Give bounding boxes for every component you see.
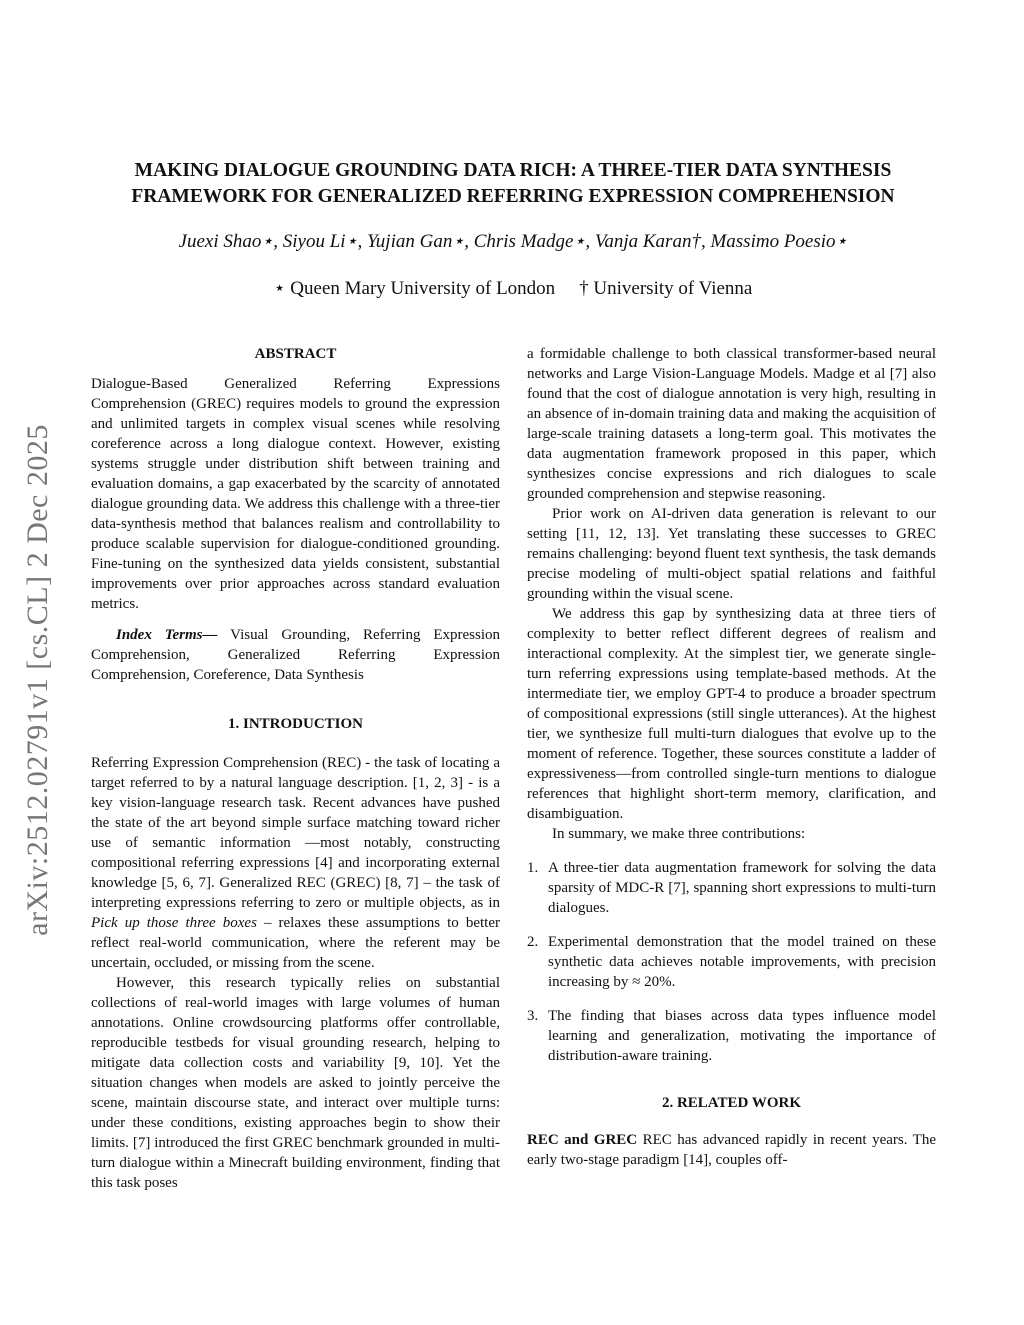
paper-title: [90, 158, 936, 210]
contribution-number: 1.: [527, 860, 539, 876]
related-work-paragraph: [527, 1130, 936, 1170]
right-column: [527, 344, 936, 1170]
arxiv-sidebar: [8, 380, 68, 980]
index-terms-text: Visual Grounding, Referring Expression Comprehension, Generalized Referring Expression Comprehension, Coreference, Data Synthesis: [91, 627, 500, 683]
contribution-text: A three-tier data augmentation framework for solving the data sparsity of MDC-R [7], spanning short expressions to multi-turn dialogues.: [548, 860, 936, 916]
introduction-heading: 1. INTRODUCTION: [227, 716, 363, 732]
intro-p1-example: Pick up those three boxes: [91, 915, 257, 931]
intro-paragraph-4: Prior work on AI-driven data generation is relevant to our setting [11, 12, 13]. Yet translating these successes to GREC remains challenging: beyond fluent text synthesis, the task demands precise modeling of multi-object spatial relations and faithful grounding within the visual scene.: [527, 506, 936, 602]
title-line-1: MAKING DIALOGUE GROUNDING DATA RICH: A THREE-TIER DATA SYNTHESIS: [134, 160, 892, 181]
arxiv-identifier: arXiv:2512.02791v1 [cs.CL] 2 Dec 2025: [21, 424, 54, 936]
contributions-list: [527, 858, 936, 1066]
contribution-item: [527, 858, 936, 918]
abstract-heading: ABSTRACT: [254, 346, 337, 362]
affiliations: [90, 277, 936, 300]
title-line-2: FRAMEWORK FOR GENERALIZED REFERRING EXPRESSION COMPREHENSION: [131, 186, 895, 207]
contribution-number: 2.: [527, 934, 539, 950]
index-terms: [91, 625, 500, 685]
intro-paragraph-2: However, this research typically relies on substantial collections of real-world images with large volumes of human annotations. Online crowdsourcing platforms offer controllable, reproducible testbeds for visual grounding research, helping to mitigate data collection costs and variability [9, 10]. Yet the situation changes when models are asked to jointly perceive the scene, maintain discourse state, and interact over multiple turns: under these conditions, existing approaches begin to show their limits. [7] introduced the first GREC benchmark grounded in multi-turn dialogue within a Minecraft building environment, finding that this task poses: [91, 975, 500, 1191]
intro-paragraph-1: [91, 753, 500, 973]
intro-p1-text-a: Referring Expression Comprehension (REC) - the task of locating a target referred to by a natural language description. [1, 2, 3] - is a key vision-language research task. Recent advances have pushed the state of the art beyond simple surface matching toward richer use of semantic information —most notably, constructing compositional referring expressions [4] and incorporating external knowledge [5, 6, 7]. Generalized REC (GREC) [8, 7] – the task of interpreting expressions referring to zero or multiple objects, as in: [91, 755, 500, 911]
intro-paragraph-6: In summary, we make three contributions:: [552, 826, 806, 842]
intro-p1-text-b: – relaxes these assumptions to better reflect real-world communication, where the referent may be uncertain, occluded, or missing from the scene.: [91, 915, 500, 971]
affiliation-vienna: † University of Vienna: [579, 278, 753, 299]
contribution-text: Experimental demonstration that the model trained on these synthetic data achieves notable improvements, with precision increasing by ≈ 20%.: [548, 934, 936, 990]
contribution-item: [527, 1006, 936, 1066]
related-work-text: REC has advanced rapidly in recent years. The early two-stage paradigm [14], couples off-: [527, 1132, 936, 1168]
contribution-item: [527, 932, 936, 992]
affiliation-qmul: ⋆ Queen Mary University of London: [273, 278, 556, 299]
left-column: [91, 344, 500, 1193]
related-work-runin: REC and GREC: [527, 1132, 638, 1148]
contribution-text: The finding that biases across data types influence model learning and generalization, motivating the importance of distribution-aware training.: [548, 1008, 936, 1064]
abstract-text: Dialogue-Based Generalized Referring Expressions Comprehension (GREC) requires models to ground the expression and unlimited targets in complex visual scenes while resolving coreference across a long dialogue context. However, existing systems struggle under distribution shift between training and evaluation domains, a gap exacerbated by the scarcity of annotated dialogue grounding data. We address this challenge with a three-tier data-synthesis method that balances realism and controllability to produce scalable supervision for dialogue-conditioned grounding. Fine-tuning on the synthesized data yields consistent, substantial improvements over prior approaches across standard evaluation metrics.: [91, 376, 500, 612]
intro-paragraph-5: We address this gap by synthesizing data at three tiers of complexity to better reflect different degrees of realism and interactional complexity. At the simplest tier, we generate single-turn referring expressions using template-based methods. At the intermediate tier, we employ GPT-4 to produce a broader spectrum of compositional expressions (still single utterances). At the highest tier, we synthesize full multi-turn dialogues that evolve up to the moment of reference. Together, these sources constitute a ladder of expressiveness—from controlled single-turn mentions to dialogue references that highlight short-term memory, clarification, and disambiguation.: [527, 606, 936, 822]
contribution-number: 3.: [527, 1008, 539, 1024]
index-terms-label: Index Terms—: [116, 627, 218, 643]
author-list: Juexi Shao⋆, Siyou Li⋆, Yujian Gan⋆, Chris Madge⋆, Vanja Karan†, Massimo Poesio⋆: [178, 231, 848, 252]
related-work-heading: 2. RELATED WORK: [661, 1095, 802, 1111]
intro-paragraph-3: a formidable challenge to both classical transformer-based neural networks and Large Vision-Language Models. Madge et al [7] also found that the cost of dialogue annotation is very high, resulting in an absence of in-domain training data and making the acquisition of large-scale training datasets a long-term goal. This motivates the data augmentation framework proposed in this paper, which synthesizes concise expressions and rich dialogues to scale grounded comprehension and stepwise reasoning.: [527, 346, 936, 502]
